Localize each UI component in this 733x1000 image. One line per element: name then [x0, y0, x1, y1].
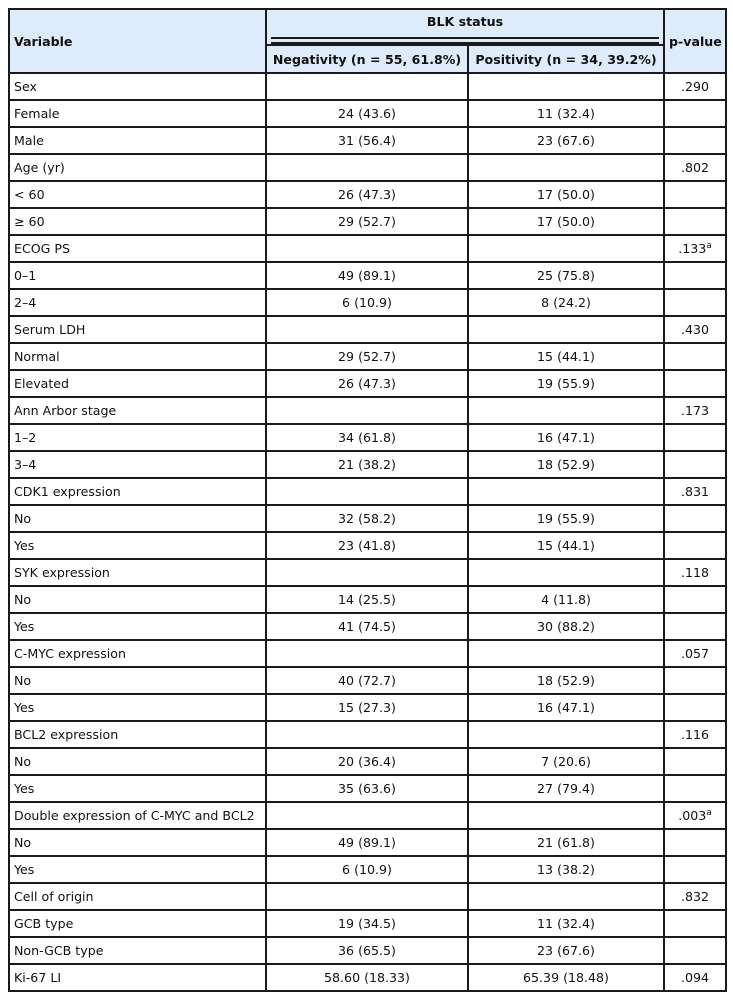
row-label: Ann Arbor stage: [9, 397, 266, 424]
row-positivity-value: 17 (50.0): [468, 181, 664, 208]
header-variable: Variable: [9, 9, 266, 73]
table-row: [9, 559, 726, 586]
row-positivity-value: [468, 802, 664, 829]
row-label: Ki-67 LI: [9, 964, 266, 991]
table-row: [9, 424, 726, 451]
row-positivity-value: 18 (52.9): [468, 667, 664, 694]
row-negativity-value: 40 (72.7): [266, 667, 468, 694]
row-label: 3–4: [9, 451, 266, 478]
row-label: 0–1: [9, 262, 266, 289]
row-p-value: [664, 532, 726, 559]
p-value-text: .116: [680, 727, 710, 742]
row-label: No: [9, 748, 266, 775]
row-negativity-value: 41 (74.5): [266, 613, 468, 640]
p-value-text: .831: [680, 484, 710, 499]
row-label: Yes: [9, 775, 266, 802]
row-label: Serum LDH: [9, 316, 266, 343]
row-negativity-value: [266, 397, 468, 424]
row-positivity-value: 13 (38.2): [468, 856, 664, 883]
table-row: [9, 343, 726, 370]
row-label: Normal: [9, 343, 266, 370]
table-row: [9, 316, 726, 343]
table-row: [9, 478, 726, 505]
row-positivity-value: 23 (67.6): [468, 937, 664, 964]
row-p-value: [664, 289, 726, 316]
row-label: Male: [9, 127, 266, 154]
row-label: Sex: [9, 73, 266, 100]
row-p-value: [664, 586, 726, 613]
header-group: [266, 9, 664, 45]
row-negativity-value: 26 (47.3): [266, 181, 468, 208]
row-negativity-value: [266, 478, 468, 505]
row-p-value: [664, 559, 726, 586]
row-negativity-value: 6 (10.9): [266, 289, 468, 316]
row-p-value: [664, 829, 726, 856]
row-p-value: [664, 802, 726, 829]
row-positivity-value: 21 (61.8): [468, 829, 664, 856]
row-p-value: [664, 748, 726, 775]
row-label: No: [9, 829, 266, 856]
row-p-value: [664, 640, 726, 667]
row-positivity-value: 15 (44.1): [468, 343, 664, 370]
row-label: SYK expression: [9, 559, 266, 586]
table-row: [9, 505, 726, 532]
table-row: [9, 73, 726, 100]
row-negativity-value: 35 (63.6): [266, 775, 468, 802]
row-negativity-value: 49 (89.1): [266, 829, 468, 856]
row-label: Yes: [9, 613, 266, 640]
row-positivity-value: 11 (32.4): [468, 910, 664, 937]
row-label: Yes: [9, 856, 266, 883]
row-negativity-value: 26 (47.3): [266, 370, 468, 397]
row-negativity-value: [266, 73, 468, 100]
row-label: Cell of origin: [9, 883, 266, 910]
row-positivity-value: 8 (24.2): [468, 289, 664, 316]
row-negativity-value: 34 (61.8): [266, 424, 468, 451]
row-label: No: [9, 586, 266, 613]
p-value-text: .290: [680, 79, 710, 94]
p-value-text: .118: [680, 565, 710, 580]
row-positivity-value: [468, 721, 664, 748]
row-p-value: [664, 73, 726, 100]
row-positivity-value: 17 (50.0): [468, 208, 664, 235]
table-row: [9, 613, 726, 640]
row-positivity-value: [468, 235, 664, 262]
row-negativity-value: [266, 640, 468, 667]
row-positivity-value: 30 (88.2): [468, 613, 664, 640]
row-positivity-value: 27 (79.4): [468, 775, 664, 802]
row-negativity-value: 19 (34.5): [266, 910, 468, 937]
row-positivity-value: [468, 73, 664, 100]
row-negativity-value: 29 (52.7): [266, 343, 468, 370]
row-p-value: [664, 235, 726, 262]
p-value-footnote-mark: a: [706, 240, 712, 251]
p-value-text: .832: [680, 889, 710, 904]
row-negativity-value: 6 (10.9): [266, 856, 468, 883]
row-p-value: [664, 316, 726, 343]
row-negativity-value: 49 (89.1): [266, 262, 468, 289]
row-negativity-value: 29 (52.7): [266, 208, 468, 235]
row-label: CDK1 expression: [9, 478, 266, 505]
row-label: No: [9, 667, 266, 694]
row-label: BCL2 expression: [9, 721, 266, 748]
table-row: [9, 208, 726, 235]
row-negativity-value: 20 (36.4): [266, 748, 468, 775]
row-label: 1–2: [9, 424, 266, 451]
row-label: C-MYC expression: [9, 640, 266, 667]
table-row: [9, 100, 726, 127]
p-value-text: .802: [680, 160, 710, 175]
row-p-value: [664, 397, 726, 424]
table-row: [9, 154, 726, 181]
row-label: 2–4: [9, 289, 266, 316]
row-positivity-value: [468, 154, 664, 181]
row-negativity-value: [266, 316, 468, 343]
row-negativity-value: [266, 802, 468, 829]
row-p-value: [664, 127, 726, 154]
row-negativity-value: [266, 721, 468, 748]
row-label: ≥ 60: [9, 208, 266, 235]
row-positivity-value: 16 (47.1): [468, 424, 664, 451]
row-negativity-value: [266, 559, 468, 586]
row-p-value: [664, 694, 726, 721]
row-p-value: [664, 424, 726, 451]
table-row: [9, 964, 726, 991]
row-p-value: [664, 100, 726, 127]
row-p-value: [664, 208, 726, 235]
row-label: < 60: [9, 181, 266, 208]
table-row: [9, 127, 726, 154]
row-positivity-value: [468, 883, 664, 910]
data-table: [8, 8, 727, 992]
header-positivity: Positivity (n = 34, 39.2%): [468, 45, 664, 73]
row-positivity-value: 25 (75.8): [468, 262, 664, 289]
row-positivity-value: 11 (32.4): [468, 100, 664, 127]
row-positivity-value: [468, 559, 664, 586]
table-row: [9, 532, 726, 559]
table-row: [9, 748, 726, 775]
row-p-value: [664, 478, 726, 505]
row-p-value: [664, 937, 726, 964]
row-p-value: [664, 721, 726, 748]
table-row: [9, 802, 726, 829]
row-p-value: [664, 370, 726, 397]
row-negativity-value: 36 (65.5): [266, 937, 468, 964]
row-p-value: [664, 667, 726, 694]
row-positivity-value: 15 (44.1): [468, 532, 664, 559]
row-label: Elevated: [9, 370, 266, 397]
row-positivity-value: [468, 316, 664, 343]
row-positivity-value: 18 (52.9): [468, 451, 664, 478]
table-row: [9, 181, 726, 208]
header-pvalue: p-value: [664, 9, 726, 73]
row-p-value: [664, 856, 726, 883]
row-p-value: [664, 964, 726, 991]
row-p-value: [664, 775, 726, 802]
table-header: [9, 9, 726, 73]
row-negativity-value: 14 (25.5): [266, 586, 468, 613]
table-row: [9, 262, 726, 289]
table-row: [9, 586, 726, 613]
row-negativity-value: 58.60 (18.33): [266, 964, 468, 991]
row-negativity-value: 15 (27.3): [266, 694, 468, 721]
header-group-divider: [271, 37, 659, 44]
row-positivity-value: 19 (55.9): [468, 370, 664, 397]
p-value-text: .057: [680, 646, 710, 661]
row-positivity-value: 65.39 (18.48): [468, 964, 664, 991]
row-positivity-value: [468, 478, 664, 505]
row-p-value: [664, 613, 726, 640]
table-row: [9, 694, 726, 721]
row-negativity-value: [266, 235, 468, 262]
table-row: [9, 451, 726, 478]
row-p-value: [664, 883, 726, 910]
row-label: Yes: [9, 532, 266, 559]
table-row: [9, 235, 726, 262]
row-positivity-value: 19 (55.9): [468, 505, 664, 532]
table-body: [9, 73, 726, 991]
row-p-value: [664, 910, 726, 937]
row-negativity-value: 31 (56.4): [266, 127, 468, 154]
row-negativity-value: 32 (58.2): [266, 505, 468, 532]
table-row: [9, 910, 726, 937]
row-positivity-value: 23 (67.6): [468, 127, 664, 154]
row-label: Non-GCB type: [9, 937, 266, 964]
row-negativity-value: [266, 883, 468, 910]
row-label: GCB type: [9, 910, 266, 937]
table-row: [9, 640, 726, 667]
row-label: Age (yr): [9, 154, 266, 181]
p-value-text: .003: [678, 808, 707, 823]
row-p-value: [664, 181, 726, 208]
row-positivity-value: [468, 640, 664, 667]
table-row: [9, 829, 726, 856]
row-p-value: [664, 262, 726, 289]
header-group-label: BLK status: [426, 14, 504, 29]
row-negativity-value: 24 (43.6): [266, 100, 468, 127]
row-p-value: [664, 451, 726, 478]
table-row: [9, 397, 726, 424]
row-label: Double expression of C-MYC and BCL2: [9, 802, 266, 829]
p-value-text: .094: [680, 970, 710, 985]
row-positivity-value: [468, 397, 664, 424]
table-row: [9, 775, 726, 802]
table-row: [9, 937, 726, 964]
row-label: Yes: [9, 694, 266, 721]
p-value-footnote-mark: a: [706, 807, 712, 818]
p-value-text: .430: [680, 322, 710, 337]
row-positivity-value: 7 (20.6): [468, 748, 664, 775]
row-p-value: [664, 154, 726, 181]
p-value-text: .133: [678, 241, 707, 256]
table-row: [9, 370, 726, 397]
row-positivity-value: 4 (11.8): [468, 586, 664, 613]
table-row: [9, 883, 726, 910]
row-positivity-value: 16 (47.1): [468, 694, 664, 721]
table-row: [9, 856, 726, 883]
table-row: [9, 289, 726, 316]
row-negativity-value: 23 (41.8): [266, 532, 468, 559]
row-label: Female: [9, 100, 266, 127]
row-negativity-value: [266, 154, 468, 181]
header-negativity: Negativity (n = 55, 61.8%): [266, 45, 468, 73]
table-row: [9, 721, 726, 748]
row-label: ECOG PS: [9, 235, 266, 262]
p-value-text: .173: [680, 403, 710, 418]
row-p-value: [664, 505, 726, 532]
row-p-value: [664, 343, 726, 370]
row-label: No: [9, 505, 266, 532]
table-row: [9, 667, 726, 694]
row-negativity-value: 21 (38.2): [266, 451, 468, 478]
